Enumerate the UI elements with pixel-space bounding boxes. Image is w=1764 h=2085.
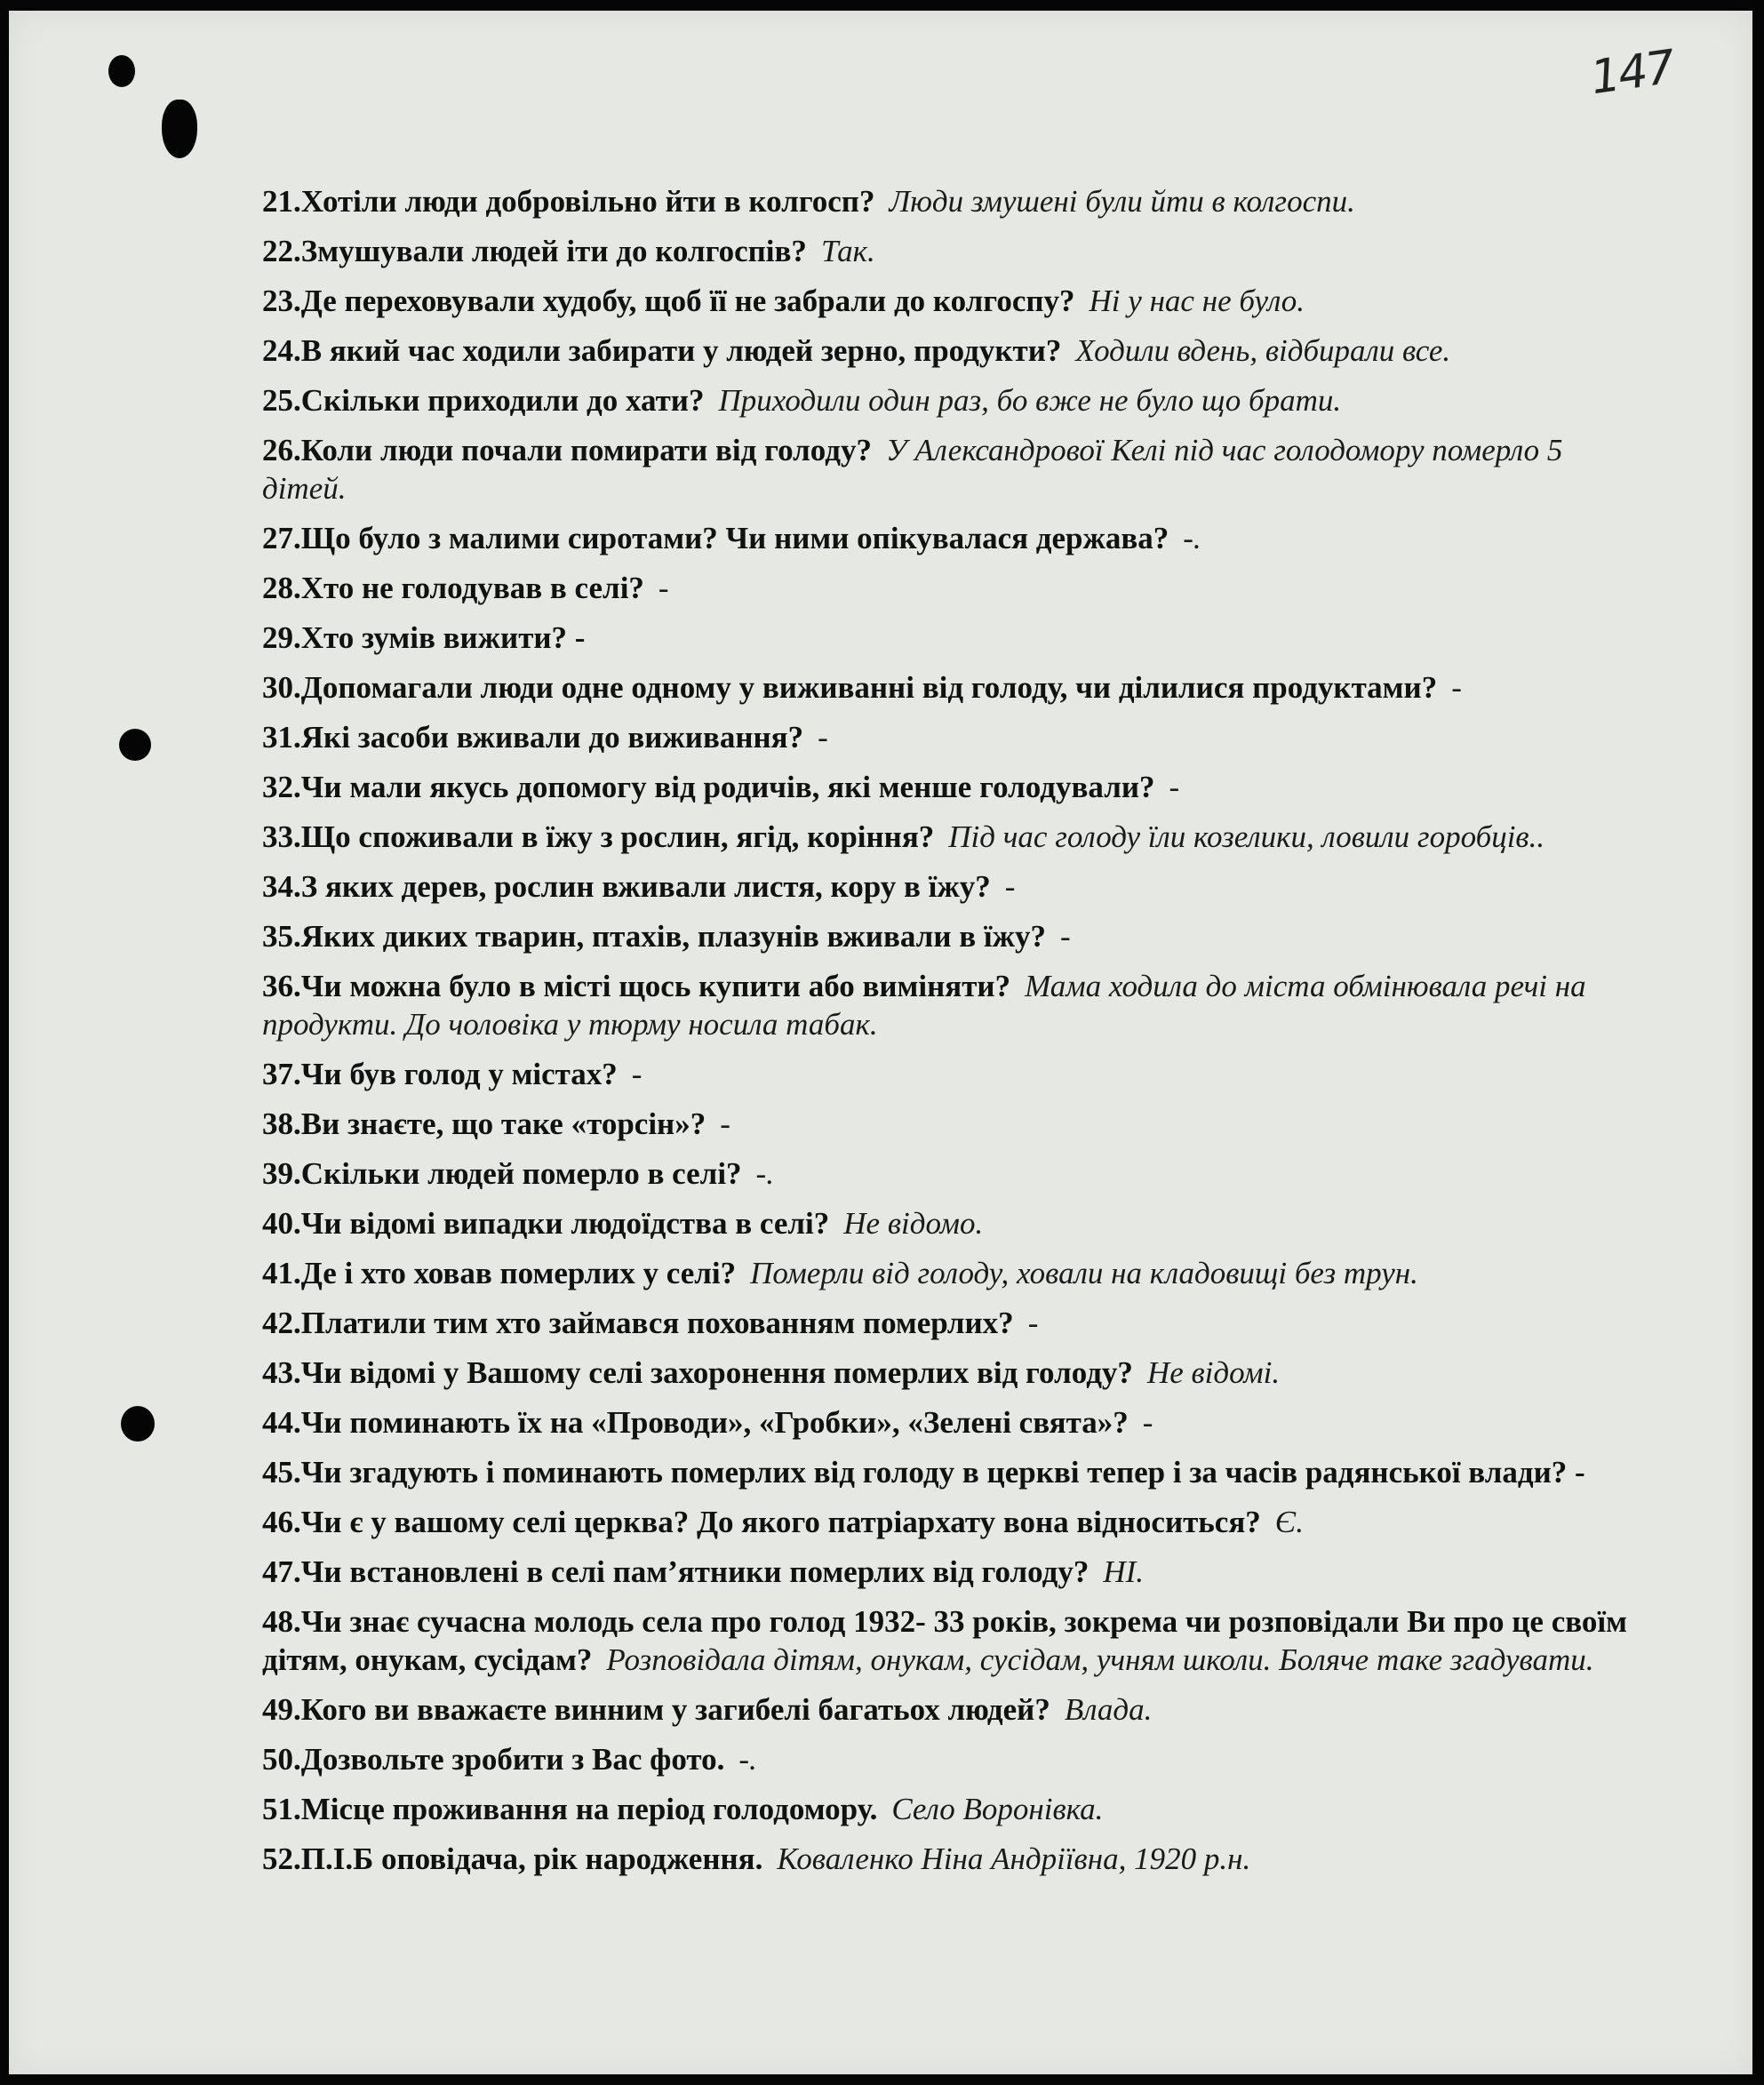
handwritten-page-number: 147 bbox=[1587, 40, 1677, 106]
answer-text: Мама ходила до міста обмінювала речі на продукти. До чоловіка у тюрму носила табак. bbox=[262, 969, 1586, 1042]
question-text: 38.Ви знаєте, що таке «торсін»? bbox=[262, 1106, 706, 1141]
answer-text: Не відомі. bbox=[1146, 1355, 1281, 1390]
answer-text: Люди змушені були йти в колгоспи. bbox=[889, 184, 1355, 219]
answer-text: Померли від голоду, ховали на кладовищі без трун. bbox=[750, 1256, 1418, 1290]
answer-text: - bbox=[631, 1057, 643, 1091]
question-text: 30.Допомагали люди одне одному у виживанні від голоду, чи ділилися продуктами? bbox=[262, 670, 1438, 705]
question-text: 46.Чи є у вашому селі церква? До якого патріархату вона відноситься? bbox=[262, 1505, 1261, 1539]
question-text: 51.Місце проживання на період голодомору. bbox=[262, 1792, 878, 1826]
answer-text: - bbox=[1142, 1405, 1153, 1440]
punch-hole-mark bbox=[108, 55, 135, 87]
questionnaire-item bbox=[262, 431, 1635, 507]
questionnaire-item bbox=[262, 1790, 1635, 1828]
questionnaire-item bbox=[262, 1553, 1635, 1591]
questionnaire-item bbox=[262, 1740, 1635, 1778]
question-text: 47.Чи встановлені в селі пам’ятники померлих від голоду? bbox=[262, 1554, 1090, 1589]
question-text: 43.Чи відомі у Вашому селі захоронення померлих від голоду? bbox=[262, 1355, 1133, 1390]
answer-text: Приходили один раз, бо вже не було що брати. bbox=[718, 383, 1342, 418]
questionnaire-item bbox=[262, 917, 1635, 955]
question-text: 45.Чи згадують і поминають померлих від голоду в церкві тепер і за часів радянської влади? - bbox=[262, 1455, 1585, 1490]
questionnaire-item bbox=[262, 1403, 1635, 1442]
answer-text: НІ. bbox=[1103, 1554, 1145, 1589]
questionnaire-item bbox=[262, 718, 1635, 756]
answer-text: Ходили вдень, відбирали все. bbox=[1075, 333, 1451, 368]
question-text: 42.Платили тим хто займався похованням померлих? bbox=[262, 1306, 1014, 1340]
answer-text: Під час голоду їли козелики, ловили горобців.. bbox=[948, 819, 1545, 854]
questionnaire-item bbox=[262, 1840, 1635, 1878]
questionnaire-item bbox=[262, 1503, 1635, 1541]
question-text: 28.Хто не голодував в селі? bbox=[262, 571, 644, 605]
questionnaire-item bbox=[262, 1204, 1635, 1242]
question-text: 44.Чи поминають їх на «Проводи», «Гробки», «Зелені свята»? bbox=[262, 1405, 1129, 1440]
question-text: 39.Скільки людей померло в селі? bbox=[262, 1156, 742, 1191]
answer-text: Не відомо. bbox=[843, 1206, 984, 1241]
questionnaire-item bbox=[262, 1304, 1635, 1342]
question-text: 52.П.І.Б оповідача, рік народження. bbox=[262, 1841, 763, 1876]
questionnaire-item bbox=[262, 182, 1635, 220]
answer-text: - bbox=[1027, 1306, 1039, 1340]
question-text: 22.Змушували людей іти до колгоспів? bbox=[262, 234, 807, 268]
answer-text: - bbox=[658, 571, 669, 605]
answer-text: - bbox=[1004, 869, 1016, 904]
questionnaire-item bbox=[262, 1602, 1635, 1679]
answer-text: Розповідала дітям, онукам, сусідам, учням школи. Боляче таке згадувати. bbox=[606, 1642, 1594, 1677]
question-text: 35.Яких диких тварин, птахів, плазунів вживали в їжу? bbox=[262, 919, 1046, 954]
questionnaire-item bbox=[262, 867, 1635, 906]
questionnaire-item bbox=[262, 232, 1635, 270]
question-text: 29.Хто зумів вижити? - bbox=[262, 620, 586, 655]
questionnaire-item bbox=[262, 1453, 1635, 1491]
punch-hole-mark bbox=[162, 100, 197, 158]
question-text: 31.Які засоби вживали до виживання? bbox=[262, 720, 804, 755]
question-text: 21.Хотіли люди добровільно йти в колгосп? bbox=[262, 184, 875, 219]
questionnaire-item bbox=[262, 1055, 1635, 1093]
questionnaire-item bbox=[262, 519, 1635, 557]
question-text: 49.Кого ви вважаєте винним у загибелі багатьох людей? bbox=[262, 1692, 1050, 1727]
question-text: 27.Що було з малими сиротами? Чи ними опікувалася держава? bbox=[262, 521, 1169, 555]
question-text: 36.Чи можна було в місті щось купити або виміняти? bbox=[262, 969, 1011, 1003]
punch-hole-mark bbox=[119, 729, 151, 761]
questionnaire-item bbox=[262, 1354, 1635, 1392]
answer-text: - bbox=[1451, 670, 1462, 705]
questionnaire-item bbox=[262, 381, 1635, 419]
questionnaire-item bbox=[262, 1154, 1635, 1193]
answer-text: -. bbox=[1183, 521, 1201, 555]
questionnaire-item bbox=[262, 818, 1635, 856]
answer-text: Село Воронівка. bbox=[891, 1792, 1104, 1826]
questionnaire-item bbox=[262, 668, 1635, 707]
question-text: 40.Чи відомі випадки людоїдства в селі? bbox=[262, 1206, 830, 1241]
question-text: 26.Коли люди почали помирати від голоду? bbox=[262, 433, 872, 467]
question-text: 24.В який час ходили забирати у людей зерно, продукти? bbox=[262, 333, 1062, 368]
answer-text: - bbox=[720, 1106, 730, 1141]
answer-text: - bbox=[1169, 770, 1180, 804]
punch-hole-mark bbox=[121, 1406, 155, 1442]
questionnaire-list bbox=[262, 182, 1635, 1889]
answer-text: Коваленко Ніна Андріївна, 1920 р.н. bbox=[777, 1841, 1251, 1876]
question-text: 23.Де переховували худобу, щоб її не забрали до колгоспу? bbox=[262, 284, 1075, 318]
questionnaire-item bbox=[262, 1690, 1635, 1729]
answer-text: - bbox=[1060, 919, 1071, 954]
questionnaire-item bbox=[262, 1105, 1635, 1143]
question-text: 33.Що споживали в їжу з рослин, ягід, коріння? bbox=[262, 819, 935, 854]
question-text: 37.Чи був голод у містах? bbox=[262, 1057, 618, 1091]
questionnaire-item bbox=[262, 768, 1635, 806]
answer-text: - bbox=[818, 720, 828, 755]
questionnaire-item bbox=[262, 619, 1635, 657]
answer-text: -. bbox=[738, 1742, 757, 1777]
answer-text: -. bbox=[755, 1156, 774, 1191]
answer-text: Так. bbox=[820, 234, 875, 268]
question-text: 34.З яких дерев, рослин вживали листя, кору в їжу? bbox=[262, 869, 991, 904]
answer-text: Ні у нас не було. bbox=[1089, 284, 1305, 318]
questionnaire-item bbox=[262, 332, 1635, 370]
questionnaire-item bbox=[262, 1254, 1635, 1292]
question-text: 48.Чи знає сучасна молодь села про голод 1932- 33 років, зокрема чи розповідали Ви про це своїм дітям, онукам, сусідам? bbox=[262, 1604, 1627, 1677]
question-text: 41.Де і хто ховав померлих у селі? bbox=[262, 1256, 737, 1290]
questionnaire-item bbox=[262, 569, 1635, 607]
questionnaire-item bbox=[262, 282, 1635, 320]
question-text: 25.Скільки приходили до хати? bbox=[262, 383, 705, 418]
questionnaire-item bbox=[262, 967, 1635, 1043]
answer-text: Влада. bbox=[1064, 1692, 1153, 1727]
answer-text: У Александрової Келі під час голодомору померло 5 дітей. bbox=[262, 433, 1563, 506]
question-text: 32.Чи мали якусь допомогу від родичів, які менше голодували? bbox=[262, 770, 1155, 804]
question-text: 50.Дозвольте зробити з Вас фото. bbox=[262, 1742, 725, 1777]
answer-text: Є. bbox=[1274, 1505, 1304, 1539]
